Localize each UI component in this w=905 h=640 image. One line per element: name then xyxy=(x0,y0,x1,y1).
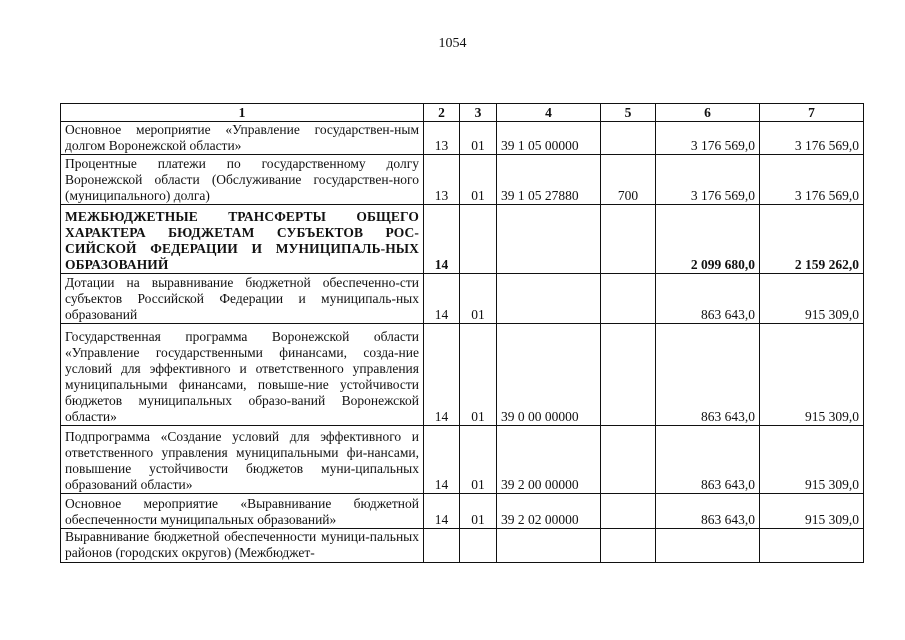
header-col-1: 1 xyxy=(61,104,424,122)
row-value-6: 863 643,0 xyxy=(656,324,760,426)
row-rz: 14 xyxy=(424,205,460,274)
header-row xyxy=(61,104,864,122)
row-name: Основное мероприятие «Управление государствен-ным долгом Воронежской области» xyxy=(61,122,424,155)
table-row xyxy=(61,494,864,529)
row-csr: 39 1 05 27880 xyxy=(497,155,601,205)
row-value-7: 915 309,0 xyxy=(760,274,864,324)
row-value-7: 915 309,0 xyxy=(760,494,864,529)
row-name: МЕЖБЮДЖЕТНЫЕ ТРАНСФЕРТЫ ОБЩЕГО ХАРАКТЕРА БЮДЖЕТАМ СУБЪЕКТОВ РОС-СИЙСКОЙ ФЕДЕРАЦИИ И МУНИЦИПАЛЬ-НЫХ ОБРАЗОВАНИЙ xyxy=(61,205,424,274)
row-value-6: 2 099 680,0 xyxy=(656,205,760,274)
row-pr: 01 xyxy=(460,426,497,494)
row-name: Дотации на выравнивание бюджетной обеспеченно-сти субъектов Российской Федерации и муниципаль-ных образований xyxy=(61,274,424,324)
row-pr: 01 xyxy=(460,324,497,426)
row-vr xyxy=(601,529,656,563)
row-csr: 39 2 02 00000 xyxy=(497,494,601,529)
row-value-7: 3 176 569,0 xyxy=(760,155,864,205)
row-pr: 01 xyxy=(460,274,497,324)
row-csr xyxy=(497,274,601,324)
header-col-4: 4 xyxy=(497,104,601,122)
row-vr xyxy=(601,122,656,155)
row-name: Подпрограмма «Создание условий для эффективного и ответственного управления муниципальными фи-нансами, повышение устойчивости бюджетов муни-ципальных образований области» xyxy=(61,426,424,494)
row-rz: 14 xyxy=(424,426,460,494)
row-value-6: 863 643,0 xyxy=(656,494,760,529)
table-row xyxy=(61,426,864,494)
row-name: Основное мероприятие «Выравнивание бюджетной обеспеченности муниципальных образований» xyxy=(61,494,424,529)
row-rz: 14 xyxy=(424,494,460,529)
row-pr: 01 xyxy=(460,155,497,205)
header-col-2: 2 xyxy=(424,104,460,122)
row-csr: 39 0 00 00000 xyxy=(497,324,601,426)
row-name: Процентные платежи по государственному долгу Воронежской области (Обслуживание государствен-ного (муниципального) долга) xyxy=(61,155,424,205)
table-row xyxy=(61,205,864,274)
row-value-7: 2 159 262,0 xyxy=(760,205,864,274)
row-value-7: 915 309,0 xyxy=(760,426,864,494)
table-row xyxy=(61,529,864,563)
header-col-6: 6 xyxy=(656,104,760,122)
row-value-7: 3 176 569,0 xyxy=(760,122,864,155)
row-value-7: 915 309,0 xyxy=(760,324,864,426)
row-name: Выравнивание бюджетной обеспеченности муници-пальных районов (городских округов) (Межбюджет- xyxy=(61,529,424,563)
row-value-6: 863 643,0 xyxy=(656,274,760,324)
table-row xyxy=(61,155,864,205)
table-row xyxy=(61,122,864,155)
row-vr xyxy=(601,494,656,529)
header-col-7: 7 xyxy=(760,104,864,122)
page-number: 1054 xyxy=(438,36,467,51)
row-rz: 13 xyxy=(424,155,460,205)
row-value-6: 863 643,0 xyxy=(656,426,760,494)
table-row xyxy=(61,274,864,324)
row-csr xyxy=(497,529,601,563)
row-vr xyxy=(601,324,656,426)
row-vr xyxy=(601,426,656,494)
table-row xyxy=(61,324,864,426)
row-pr: 01 xyxy=(460,494,497,529)
row-pr: 01 xyxy=(460,122,497,155)
row-rz xyxy=(424,529,460,563)
row-value-6: 3 176 569,0 xyxy=(656,122,760,155)
row-rz: 14 xyxy=(424,274,460,324)
header-col-5: 5 xyxy=(601,104,656,122)
row-rz: 14 xyxy=(424,324,460,426)
row-value-6 xyxy=(656,529,760,563)
budget-table xyxy=(60,103,864,563)
row-value-6: 3 176 569,0 xyxy=(656,155,760,205)
row-csr: 39 1 05 00000 xyxy=(497,122,601,155)
row-vr xyxy=(601,274,656,324)
row-value-7 xyxy=(760,529,864,563)
header-col-3: 3 xyxy=(460,104,497,122)
row-rz: 13 xyxy=(424,122,460,155)
row-vr xyxy=(601,205,656,274)
row-vr: 700 xyxy=(601,155,656,205)
row-pr xyxy=(460,529,497,563)
row-name: Государственная программа Воронежской области «Управление государственными финансами, созда-ние условий для эффективного и ответственного управления муниципальными финансами, повыше-ние устойчивости бюджетов муниципальных образо-ваний Воронежской области» xyxy=(61,324,424,426)
row-csr xyxy=(497,205,601,274)
row-pr xyxy=(460,205,497,274)
row-csr: 39 2 00 00000 xyxy=(497,426,601,494)
